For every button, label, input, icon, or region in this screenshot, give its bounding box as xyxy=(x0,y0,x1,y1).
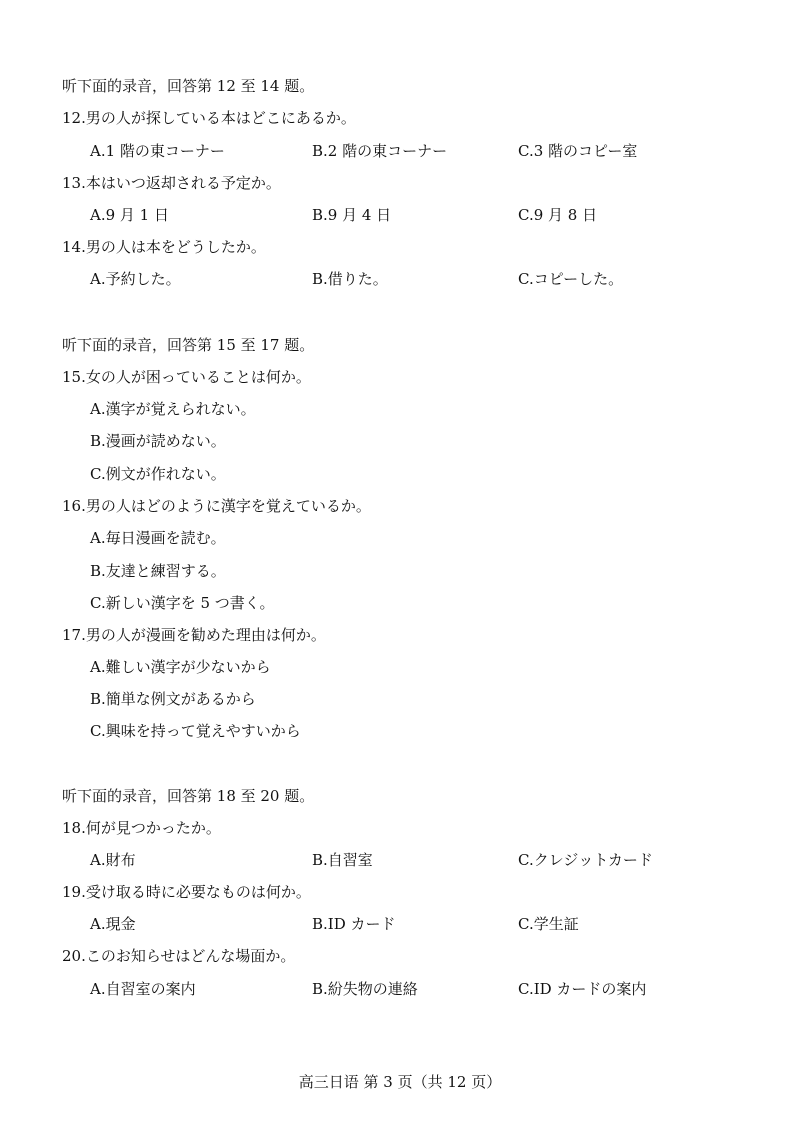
section-instruction: 听下面的录音，回答第 18 至 20 题。 xyxy=(62,787,315,805)
q15-option-b: B.漫画が読めない。 xyxy=(90,432,226,450)
q20-option-c: C.ID カードの案内 xyxy=(518,980,647,998)
q13-option-a: A.9 月 1 日 xyxy=(90,206,169,224)
q17-option-b: B.簡単な例文があるから xyxy=(90,690,256,708)
question-16: 16.男の人はどのように漢字を覚えているか。 xyxy=(62,497,371,515)
question-17: 17.男の人が漫画を勧めた理由は何か。 xyxy=(62,626,326,644)
section-instruction: 听下面的录音，回答第 12 至 14 题。 xyxy=(62,77,315,95)
q13-option-c: C.9 月 8 日 xyxy=(518,206,598,224)
q12-option-c: C.3 階のコピー室 xyxy=(518,142,638,160)
q16-option-a: A.毎日漫画を読む。 xyxy=(90,529,226,547)
question-15: 15.女の人が困っていることは何か。 xyxy=(62,368,311,386)
q17-option-c: C.興味を持って覚えやすいから xyxy=(90,722,301,740)
q18-option-b: B.自習室 xyxy=(312,851,373,869)
question-18: 18.何が見つかったか。 xyxy=(62,819,221,837)
q20-option-a: A.自習室の案内 xyxy=(90,980,196,998)
q18-option-c: C.クレジットカード xyxy=(518,851,653,869)
question-14: 14.男の人は本をどうしたか。 xyxy=(62,238,266,256)
q17-option-a: A.難しい漢字が少ないから xyxy=(90,658,271,676)
q15-option-c: C.例文が作れない。 xyxy=(90,465,226,483)
page-footer: 高三日语 第 3 页（共 12 页） xyxy=(298,1073,502,1091)
q19-option-c: C.学生証 xyxy=(518,915,579,933)
q16-option-c: C.新しい漢字を 5 つ書く。 xyxy=(90,594,275,612)
q12-option-b: B.2 階の東コーナー xyxy=(312,142,448,160)
q18-option-a: A.財布 xyxy=(90,851,136,869)
question-20: 20.このお知らせはどんな場面か。 xyxy=(62,947,296,965)
q19-option-a: A.現金 xyxy=(90,915,136,933)
q13-option-b: B.9 月 4 日 xyxy=(312,206,392,224)
section-instruction: 听下面的录音，回答第 15 至 17 题。 xyxy=(62,336,315,354)
question-12: 12.男の人が探している本はどこにあるか。 xyxy=(62,109,356,127)
q12-option-a: A.1 階の東コーナー xyxy=(90,142,225,160)
q14-option-b: B.借りた。 xyxy=(312,270,388,288)
q14-option-a: A.予約した。 xyxy=(90,270,181,288)
q20-option-b: B.紛失物の連絡 xyxy=(312,980,418,998)
q16-option-b: B.友達と練習する。 xyxy=(90,562,226,580)
q15-option-a: A.漢字が覚えられない。 xyxy=(90,400,256,418)
q14-option-c: C.コピーした。 xyxy=(518,270,624,288)
question-19: 19.受け取る時に必要なものは何か。 xyxy=(62,883,311,901)
question-13: 13.本はいつ返却される予定か。 xyxy=(62,174,281,192)
q19-option-b: B.ID カード xyxy=(312,915,396,933)
